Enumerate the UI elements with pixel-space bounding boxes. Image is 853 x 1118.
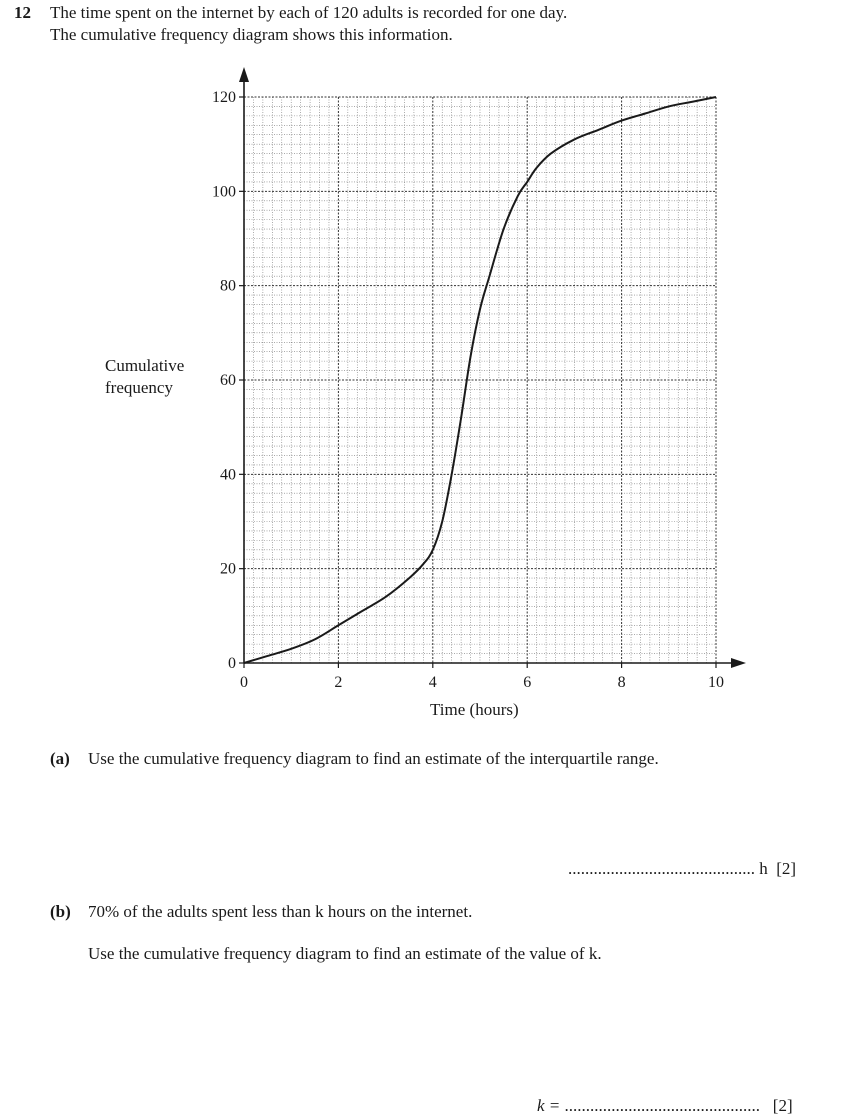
part-a-answer-line[interactable] <box>568 859 796 879</box>
y-tick-label: 100 <box>212 183 236 201</box>
y-tick-label: 0 <box>228 655 236 672</box>
answer-dots: ............................................ <box>568 859 755 878</box>
y-tick-label: 40 <box>220 466 236 484</box>
x-tick-label: 2 <box>334 674 343 691</box>
y-axis-label-line1: Cumulative <box>105 356 185 375</box>
x-tick-label: 8 <box>617 674 626 691</box>
y-tick-label: 120 <box>212 89 236 106</box>
chart-ticks <box>212 89 724 691</box>
part-b-answer-line[interactable] <box>537 1096 793 1116</box>
part-a-label: (a) <box>50 749 70 768</box>
part-b-text2: Use the cumulative frequency diagram to find an estimate of the value of k. <box>88 944 602 963</box>
question-intro-line1: The time spent on the internet by each of 120 adults is recorded for one day. <box>50 3 568 22</box>
x-tick-label: 10 <box>708 674 724 691</box>
part-a-text: Use the cumulative frequency diagram to find an estimate of the interquartile range. <box>88 749 659 768</box>
question-number: 12 <box>14 3 31 22</box>
part-b-text1: 70% of the adults spent less than k hours on the internet. <box>88 902 473 921</box>
x-axis-label: Time (hours) <box>430 700 519 719</box>
y-axis-arrow-icon <box>239 67 249 82</box>
answer-dots: .............................................. <box>564 1096 761 1115</box>
part-a-marks: [2] <box>776 859 797 878</box>
x-tick-label: 6 <box>523 674 532 691</box>
x-axis-arrow-icon <box>731 658 746 668</box>
x-tick-label: 4 <box>428 674 437 691</box>
y-tick-label: 20 <box>220 560 236 578</box>
part-b-marks: [2] <box>772 1096 793 1115</box>
y-tick-label: 80 <box>220 277 236 295</box>
y-tick-label: 60 <box>220 372 236 389</box>
x-tick-label: 0 <box>240 674 248 691</box>
y-axis-label-line2: frequency <box>105 378 173 397</box>
answer-unit: h <box>759 859 768 878</box>
question-intro-line2: The cumulative frequency diagram shows this information. <box>50 25 453 44</box>
answer-prefix: k = <box>537 1096 561 1115</box>
part-b-label: (b) <box>50 902 71 921</box>
